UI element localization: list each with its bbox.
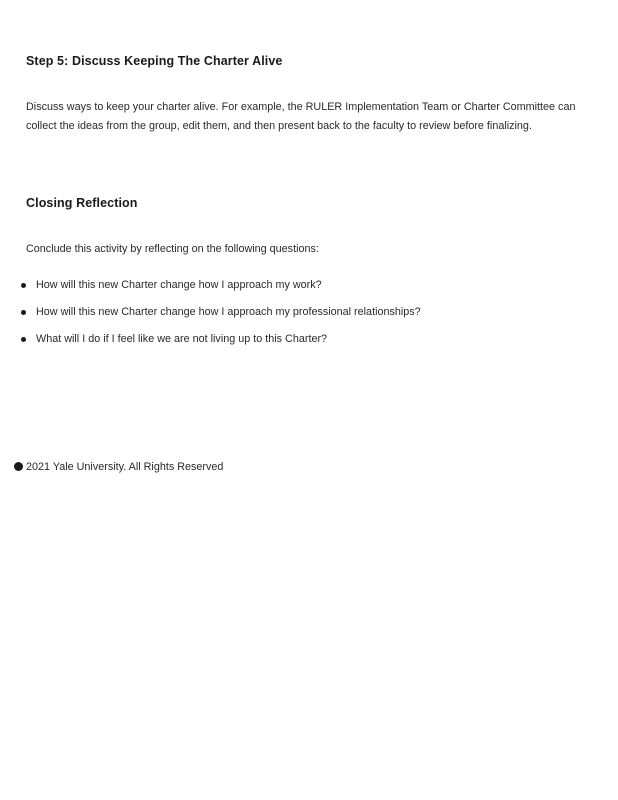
step5-heading: Step 5: Discuss Keeping The Charter Alive: [26, 54, 283, 68]
copyright-footer: [14, 459, 223, 475]
list-item: [0, 276, 421, 303]
question-text: What will I do if I feel like we are not living up to this Charter?: [36, 333, 328, 345]
question-text: How will this new Charter change how I approach my professional relationships?: [36, 306, 421, 318]
question-text: How will this new Charter change how I approach my work?: [36, 279, 322, 291]
bullet-icon: [21, 283, 26, 288]
list-item: [0, 330, 421, 357]
step5-paragraph: Discuss ways to keep your charter alive. For example, the RULER Implementation Team or Charter Committee can collect the ideas from the group, edit them, and then present back to the faculty to review before finalizing.: [26, 101, 576, 132]
list-item: [0, 303, 421, 330]
bullet-icon: [21, 310, 26, 315]
copyright-text: 2021 Yale University. All Rights Reserved: [26, 461, 224, 473]
closing-intro-paragraph: Conclude this activity by reflecting on the following questions:: [26, 243, 319, 255]
reflection-questions-list: [0, 276, 421, 357]
bullet-icon: [21, 337, 26, 342]
closing-reflection-heading: Closing Reflection: [26, 196, 138, 210]
copyright-icon: [14, 462, 23, 471]
